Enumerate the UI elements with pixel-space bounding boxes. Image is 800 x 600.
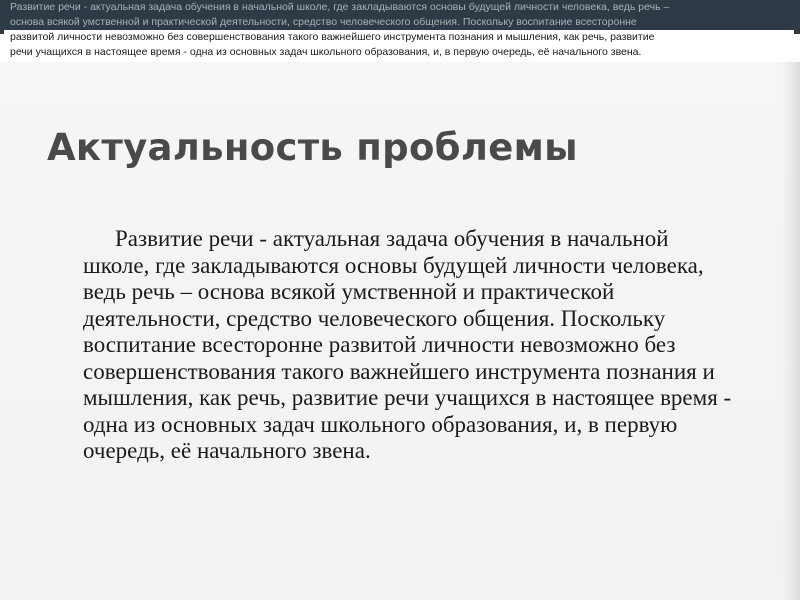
- slide-page-edge: [782, 0, 800, 600]
- slide-body-text: Развитие речи - актуальная задача обучения в начальной школе, где закладываются основы будущей личности человека, ведь речь – основа всякой умственной и практической деятельности, средство человеческого общения. Поскольку воспитание всесторонне развитой личности невозможно без совершенствования такого важнейшего инструмента познания и мышления, как речь, развитие речи учащихся в настоящее время - одна из основных задач школьного образования, и, в первую очередь, её начального звена.: [83, 226, 732, 463]
- overlay-text-line: Развитие речи - актуальная задача обучения в начальной школе, где закладываются основы будущей личности человека, ведь речь –: [10, 1, 670, 13]
- overlay-text-line: речи учащихся в настоящее время - одна из основных задач школьного образования, и, в первую очередь, её начального звена.: [4, 45, 794, 60]
- overlay-header: [0, 0, 800, 62]
- overlay-text-block: [4, 0, 794, 60]
- slide-title: Актуальность проблемы: [47, 126, 578, 169]
- overlay-text-line: основа всякой умственной и практической деятельности, средство человеческого общения. Поскольку воспитание всесторонне: [10, 16, 637, 28]
- overlay-text-line: развитой личности невозможно без совершенствования такого важнейшего инструмента познания и мышления, как речь, развитие: [4, 30, 794, 45]
